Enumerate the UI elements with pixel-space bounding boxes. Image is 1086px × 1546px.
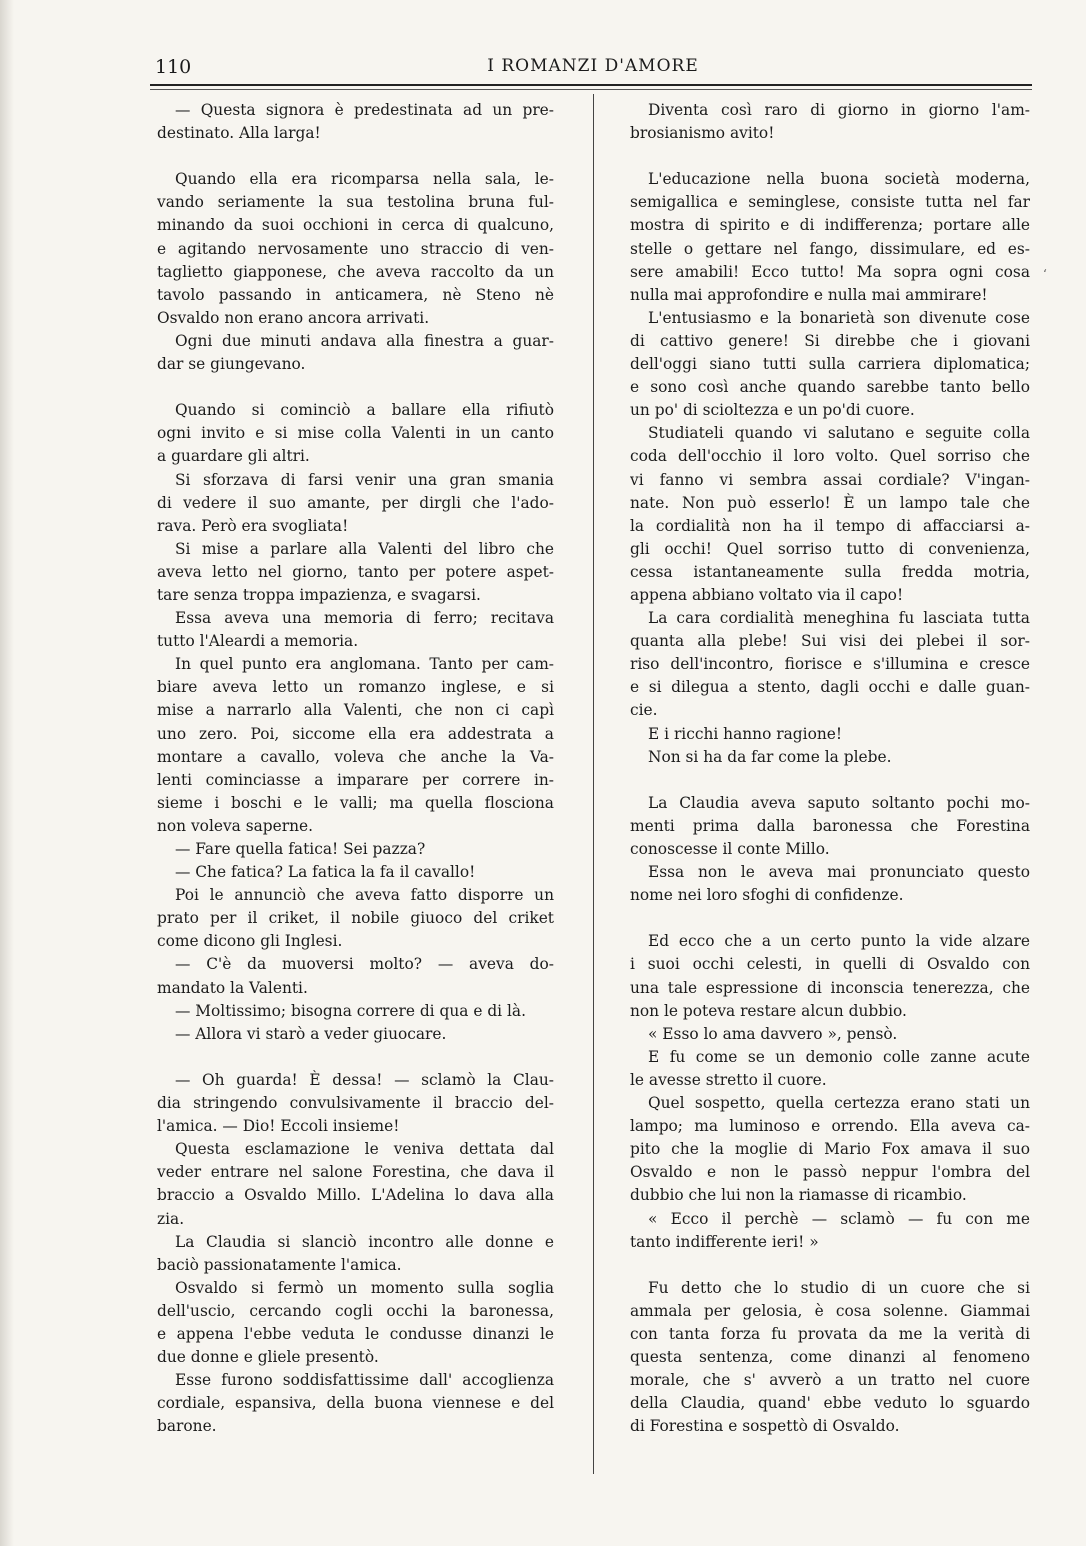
text-line: mostra di spirito e di indifferenza; portare alle — [630, 216, 1030, 235]
text-line: stelle o gettare nel fango, dissimulare, ed es- — [630, 239, 1030, 258]
paragraph-gap — [630, 769, 1030, 792]
text-line: quanta alla plebe! Sui visi dei plebei il sor- — [630, 632, 1030, 651]
text-line: tanto indifferente ieri! » — [630, 1232, 819, 1251]
text-line: vi fanno vi sembra assai cordiale? V'ingan- — [630, 470, 1030, 489]
text-line: destinato. Alla larga! — [157, 124, 321, 143]
text-line: tutto l'Aleardi a memoria. — [157, 632, 359, 651]
text-line: conoscesse il conte Millo. — [630, 840, 830, 858]
text-line: mandato la Valenti. — [157, 978, 308, 997]
text-line: morale, che s' avverò a un tratto nel cuore — [630, 1371, 1030, 1390]
text-line: Fu detto che lo studio di un cuore che si — [648, 1278, 1030, 1297]
page-edge-shadow — [0, 0, 14, 1546]
text-line: e agitando nervosamente uno straccio di ven- — [157, 239, 554, 258]
text-line: Osvaldo non erano ancora arrivati. — [157, 308, 430, 327]
text-line: vando seriamente la sua testolina bruna ful- — [157, 193, 554, 212]
text-line: minando da suoi occhioni in cerca di qualcuno, — [157, 216, 554, 235]
text-line: come dicono gli Inglesi. — [157, 932, 343, 951]
text-line: Esse furono soddisfattissime dall' accoglienza — [175, 1371, 554, 1390]
text-line: — Oh guarda! È dessa! — sclamò la Clau- — [175, 1070, 554, 1089]
text-line: Quando si cominciò a ballare ella rifiutò — [175, 401, 554, 420]
text-line: dar se giungevano. — [157, 355, 306, 374]
text-line: Ogni due minuti andava alla finestra a guar- — [175, 331, 554, 350]
text-line: i suoi occhi celesti, in quelli di Osvaldo con — [630, 955, 1030, 974]
text-line: la cordialità non ha il tempo di affacciarsi a- — [630, 516, 1030, 535]
header-rule-thin — [150, 89, 1032, 90]
text-line: dell'uscio, cercando cogli occhi la baronessa, — [157, 1301, 554, 1320]
text-line: Essa aveva una memoria di ferro; recitava — [175, 609, 554, 628]
text-line: braccio a Osvaldo Millo. L'Adelina lo dava alla — [157, 1186, 554, 1205]
text-line: due donne e gliele presentò. — [157, 1348, 379, 1367]
text-line: coda dell'occhio il loro volto. Quel sorriso che — [630, 447, 1030, 466]
text-line: questa sentenza, come dinanzi al fenomeno — [630, 1348, 1030, 1367]
text-line: « Ecco il perchè — sclamò — fu con me — [648, 1209, 1030, 1228]
text-line: semigallica e seminglese, consiste tutta nel far — [630, 193, 1030, 212]
paragraph-gap — [630, 1254, 1030, 1277]
text-line: — Che fatica? La fatica la fa il cavallo! — [175, 863, 476, 882]
running-header — [155, 56, 1031, 84]
text-line: Essa non le aveva mai pronunciato questo — [648, 863, 1030, 882]
text-line: Questa esclamazione le veniva dettata dal — [175, 1140, 554, 1159]
text-line: biare aveva letto un romanzo inglese, e si — [157, 678, 554, 697]
running-title: I ROMANZI D'AMORE — [487, 56, 699, 76]
text-line: e appena l'ebbe veduta le condusse dinanzi le — [157, 1324, 554, 1343]
text-line: Studiateli quando vi salutano e seguite colla — [648, 424, 1030, 443]
text-line: La Claudia si slanciò incontro alle donne e — [175, 1232, 554, 1251]
text-line: aveva letto nel giorno, tanto per potere aspet- — [157, 562, 554, 581]
text-line: cessa istantaneamente sulla fredda motria, — [630, 562, 1030, 581]
text-line: — Fare quella fatica! Sei pazza? — [175, 840, 426, 858]
text-line: cie. — [630, 701, 658, 720]
text-line: lampo; ma luminoso e orrendo. Ella aveva ca- — [630, 1117, 1030, 1136]
text-line: barone. — [157, 1417, 217, 1436]
text-line: l'amica. — Dio! Eccoli insieme! — [157, 1117, 400, 1136]
text-line: uno zero. Poi, siccome ella era addestrata a — [157, 724, 554, 743]
text-line: Ed ecco che a un certo punto la vide alzare — [648, 932, 1030, 951]
text-line: Si mise a parlare alla Valenti del libro che — [175, 539, 554, 558]
margin-mark: ʻ — [1043, 267, 1047, 281]
text-line: L'entusiasmo e la bonarietà son divenute cose — [648, 308, 1030, 327]
text-line: sere amabili! Ecco tutto! Ma sopra ogni cosa — [630, 262, 1030, 281]
text-line: mise a narrarlo alla Valenti, che non ci capì — [157, 701, 554, 720]
text-line: Quando ella era ricomparsa nella sala, le- — [175, 170, 554, 189]
text-line: pito che la moglie di Mario Fox amava il suo — [630, 1140, 1030, 1159]
paragraph-gap — [157, 1046, 554, 1069]
text-line: e si dilegua a stento, dagli occhi e dalle guan- — [630, 678, 1030, 697]
text-line: — Questa signora è predestinata ad un pre- — [175, 101, 554, 119]
header-rule-thick — [150, 84, 1032, 86]
text-line: — Moltissimo; bisogna correre di qua e di là. — [175, 1001, 526, 1020]
paragraph-gap — [157, 376, 554, 399]
page-number: 110 — [155, 56, 192, 78]
text-line: La cara cordialità meneghina fu lasciata tutta — [648, 609, 1030, 628]
text-line: nulla mai approfondire e nulla mai ammirare! — [630, 285, 988, 304]
text-line: ammala per gelosia, è cosa solenne. Giammai — [630, 1301, 1030, 1320]
text-line: riso dell'incontro, fiorisce e s'illumina e cresce — [630, 655, 1030, 674]
text-line: — C'è da muoversi molto? — aveva do- — [175, 955, 554, 974]
text-line: taglietto giapponese, che aveva raccolto da un — [157, 262, 554, 281]
text-line: « Esso lo ama davvero », pensò. — [648, 1024, 898, 1043]
text-line: le avesse stretto il cuore. — [630, 1070, 827, 1089]
text-line: e sono così anche quando sarebbe tanto bello — [630, 378, 1030, 397]
text-line: Osvaldo e non le passò neppur l'ombra del — [630, 1163, 1030, 1182]
text-line: un po' di scioltezza e un po'di cuore. — [630, 401, 915, 420]
column-divider — [593, 94, 594, 1474]
text-line: lenti cominciasse a imparare per correre in- — [157, 770, 554, 789]
text-line: cordiale, espansiva, della buona viennese e del — [157, 1394, 554, 1413]
text-line: E fu come se un demonio colle zanne acute — [648, 1047, 1030, 1066]
text-line: baciò passionatamente l'amica. — [157, 1255, 402, 1274]
text-line: nome nei loro sfoghi di confidenze. — [630, 886, 904, 905]
text-line: Diventa così raro di giorno in giorno l'am- — [648, 101, 1030, 119]
text-line: sieme i boschi e le valli; ma quella flosciona — [157, 793, 554, 812]
text-line: di cattivo genere! Si direbbe che i giovani — [630, 331, 1030, 350]
text-line: — Allora vi starò a veder giuocare. — [175, 1024, 447, 1043]
text-line: Osvaldo si fermò un momento sulla soglia — [175, 1278, 554, 1297]
text-line: rava. Però era svogliata! — [157, 516, 349, 535]
text-line: Si sforzava di farsi venir una gran smania — [175, 470, 554, 489]
left-column — [157, 99, 554, 1438]
text-line: non voleva saperne. — [157, 816, 314, 835]
text-line: In quel punto era anglomana. Tanto per cam- — [175, 655, 554, 674]
paragraph-gap — [157, 145, 554, 168]
text-line: prato per il criket, il nobile giuoco del criket — [157, 909, 554, 928]
text-line: una tale espressione di inconscia tenerezza, che — [630, 978, 1030, 997]
text-line: a guardare gli altri. — [157, 447, 310, 466]
text-line: nate. Non può esserlo! È un lampo tale che — [630, 493, 1030, 512]
text-line: dell'oggi siano tutti sulla carriera diplomatica; — [630, 355, 1030, 374]
text-line: zia. — [157, 1209, 185, 1228]
text-line: montare a cavallo, voleva che anche la Va- — [157, 747, 554, 766]
text-line: tare senza troppa impazienza, e svagarsi. — [157, 585, 481, 604]
paragraph-gap — [630, 907, 1030, 930]
text-line: ogni invito e si mise colla Valenti in un canto — [157, 424, 554, 443]
text-line: Quel sospetto, quella certezza erano stati un — [648, 1094, 1030, 1113]
text-line: dubbio che lui non la riamasse di ricambio. — [630, 1186, 967, 1205]
text-line: brosianismo avito! — [630, 124, 775, 143]
text-line: tavolo passando in anticamera, nè Steno nè — [157, 285, 554, 304]
text-line: appena abbiano voltato via il capo! — [630, 585, 904, 604]
paragraph-gap — [630, 145, 1030, 168]
text-line: veder entrare nel salone Forestina, che dava il — [157, 1163, 554, 1182]
text-line: di vedere il suo amante, per dirgli che l'ado- — [157, 493, 554, 512]
text-line: menti prima dalla baronessa che Forestina — [630, 816, 1030, 835]
text-line: E i ricchi hanno ragione! — [648, 724, 843, 743]
right-column — [630, 99, 1030, 1438]
text-line: L'educazione nella buona società moderna, — [648, 170, 1030, 189]
text-line: con tanta forza fu provata da me la verità di — [630, 1324, 1030, 1343]
text-line: dia stringendo convulsivamente il braccio del- — [157, 1094, 554, 1113]
text-line: gli occhi! Quel sorriso tutto di convenienza, — [630, 539, 1030, 558]
text-line: Non si ha da far come la plebe. — [648, 747, 892, 766]
text-line: Poi le annunciò che aveva fatto disporre un — [175, 886, 554, 905]
text-line: della Claudia, quand' ebbe veduto lo sguardo — [630, 1394, 1030, 1413]
text-line: non le poteva restare alcun dubbio. — [630, 1001, 907, 1020]
text-line: La Claudia aveva saputo soltanto pochi mo- — [648, 793, 1030, 812]
text-line: di Forestina e sospettò di Osvaldo. — [630, 1417, 900, 1436]
